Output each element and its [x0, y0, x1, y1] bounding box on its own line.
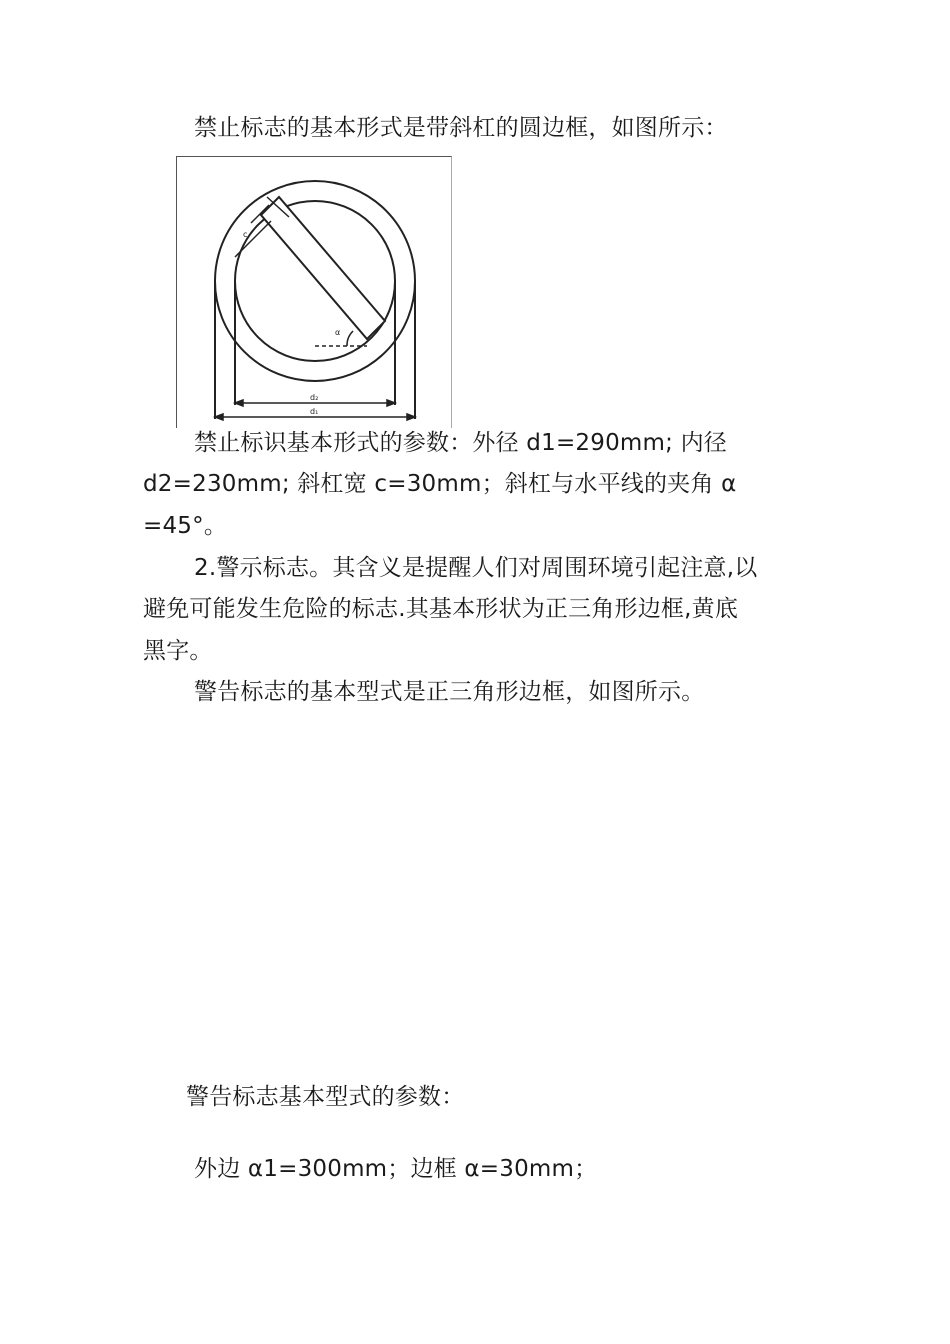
diagonal-slash	[261, 197, 385, 339]
warning-params-title: 警告标志基本型式的参数：	[186, 1084, 465, 1110]
label-c: c	[243, 230, 248, 239]
d1-arrow-left	[215, 414, 223, 420]
prohibition-sign-figure	[176, 156, 452, 428]
slash-width-tick-2	[235, 221, 271, 257]
d2-arrow-left	[235, 400, 243, 406]
params-line-1: 禁止标识基本形式的参数：外径 d1=290mm; 内径	[194, 430, 727, 456]
intro-paragraph: 禁止标志的基本形式是带斜杠的圆边框，如图所示：	[194, 115, 728, 141]
label-alpha: α	[335, 328, 341, 337]
label-d1: d₁	[310, 407, 319, 416]
params-line-2: d2=230mm; 斜杠宽 c=30mm；斜杠与水平线的夹角 α	[143, 471, 737, 497]
d1-arrow-right	[407, 414, 415, 420]
label-d2: d₂	[310, 393, 319, 402]
warning-form-paragraph: 警告标志的基本型式是正三角形边框，如图所示。	[194, 679, 705, 705]
warning-params: 外边 α1=300mm；边框 α=30mm；	[194, 1156, 598, 1182]
params-line-3: =45°。	[143, 513, 228, 539]
outer-circle	[215, 181, 415, 381]
d2-arrow-right	[387, 400, 395, 406]
warning-line-3: 黑字。	[143, 638, 213, 664]
prohibition-sign-diagram	[177, 157, 453, 429]
warning-line-1: 2.警示标志。其含义是提醒人们对周围环境引起注意,以	[194, 555, 758, 581]
angle-arc	[347, 331, 353, 346]
inner-circle	[235, 201, 395, 361]
warning-line-2: 避免可能发生危险的标志.其基本形状为正三角形边框,黄底	[143, 596, 739, 622]
